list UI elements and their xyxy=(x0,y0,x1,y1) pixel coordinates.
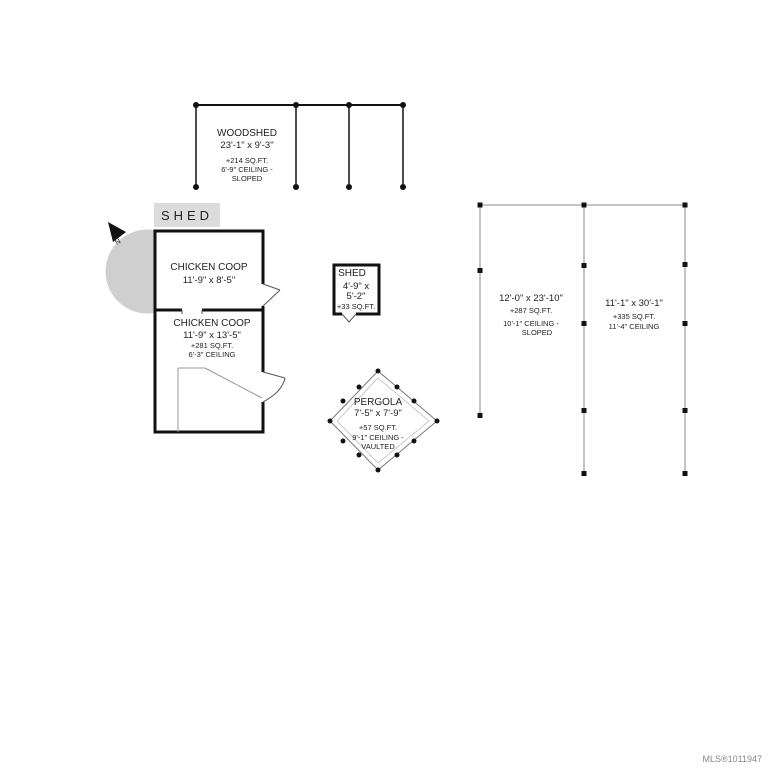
chicken-coop-2-area: +281 SQ.FT. xyxy=(190,341,234,350)
chicken-coop-1-dims: 11'-9" x 8'-5" xyxy=(182,275,236,286)
woodshed-title: WOODSHED xyxy=(217,128,277,139)
chicken-coop-1-title: CHICKEN COOP xyxy=(170,262,248,273)
carport-a-dims: 12'-0" x 23'-10" xyxy=(499,293,563,304)
carports xyxy=(478,203,688,477)
carport-b-ceiling: 11'-4" CEILING xyxy=(608,322,660,331)
pergola xyxy=(328,369,440,473)
chicken-coop-2-title: CHICKEN COOP xyxy=(173,318,251,329)
shed-dims-2: 5'-2" xyxy=(346,291,366,302)
woodshed-ceiling: 6'-9" CEILING - xyxy=(221,165,273,174)
carport-a-ceiling: 10'-1" CEILING - xyxy=(503,319,559,328)
pergola-title: PERGOLA xyxy=(353,397,403,408)
shed-area: +33 SQ.FT. xyxy=(336,302,376,311)
pergola-dims: 7'-5" x 7'-9" xyxy=(354,408,402,419)
compass-disc xyxy=(106,230,154,314)
section-label: SHED xyxy=(154,203,220,227)
chicken-coop-building xyxy=(155,231,285,432)
shed xyxy=(334,265,379,322)
carport-b-dims: 11'-1" x 30'-1" xyxy=(605,298,663,309)
carport-b-area: +335 SQ.FT. xyxy=(612,312,656,321)
woodshed-ceiling-type: SLOPED xyxy=(231,174,263,183)
mls-id: MLS®1011947 xyxy=(702,754,762,764)
pergola-ceiling: 9'-1" CEILING - xyxy=(352,433,404,442)
woodshed-dims: 23'-1" x 9'-3" xyxy=(220,140,274,151)
compass xyxy=(106,222,154,313)
shed-dims: 4'-9" x xyxy=(342,281,370,292)
compass-label: N xyxy=(114,238,123,247)
pergola-ceiling-type: VAULTED xyxy=(361,442,395,451)
chicken-coop-2-ceiling: 6'-3" CEILING xyxy=(188,350,236,359)
pergola-area: +57 SQ.FT. xyxy=(358,423,398,432)
carport-a-area: +287 SQ.FT. xyxy=(509,306,553,315)
woodshed xyxy=(193,102,406,190)
woodshed-area: +214 SQ.FT. xyxy=(225,156,269,165)
carport-a-ceiling-type: SLOPED xyxy=(521,328,553,337)
chicken-coop-2-dims: 11'-9" x 13'-5" xyxy=(183,330,241,341)
shed-title: SHED xyxy=(338,268,366,279)
